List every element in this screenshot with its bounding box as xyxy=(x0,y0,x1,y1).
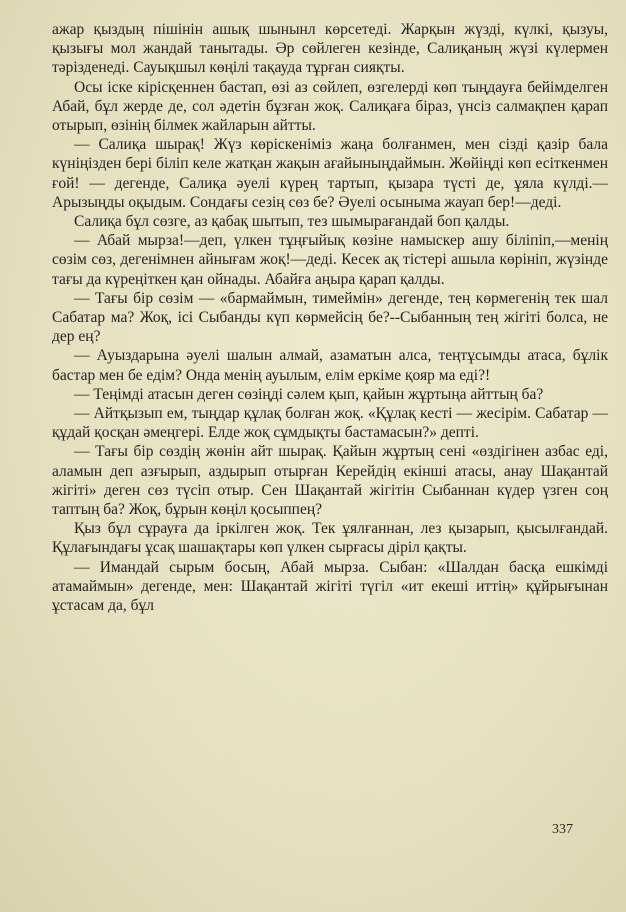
paragraph: — Айтқызып ем, тыңдар құлақ болған жоқ. «Құлақ кесті — жесірім. Сабатар — құдай қосқан әмеңгері. Елде жоқ сұмдықты бастамасын?» депті. xyxy=(52,405,608,442)
paragraph: — Тағы бір сөзім — «бармаймын, тимеймін» дегенде, тең көрмегенің тек шал Сабатар ма? Жоқ, ісі Сыбанды күп көрмейсің бе?--Сыбанның тең жігіті болса, не дер ең? xyxy=(52,289,608,346)
paragraph: ажар қыздың пішінін ашық шынынл көрсетеді. Жарқын жүзді, күлкі, қызуы, қызығы мол жандай танытады. Әр сөйлеген кезінде, Салиқаның жүзі күлермен тәрізденеді. Сауықшыл көңілі тақауда тұрған сияқты. xyxy=(52,21,608,77)
paragraph: — Абай мырза!—деп, үлкен тұңғыйық көзіне намыскер ашу біліпіп,—менің сөзім сөз, дегенімнен айнығам жоқ!—деді. Кесек ақ тістері ашыла көрініп, жүзінде тағы да күреңіткен қан ойнады. Абайға аңыра қарап қалды. xyxy=(52,232,608,288)
paragraph: — Тағы бір сөздің жөнін айт шырақ. Қайын жұртың сені «өздігінен азбас еді, аламын деп азғырып, аздырып отырған Керейдің екінші атасы, анау Шақантай жігіті» деген сөз түсіп отыр. Сен Шақантай жігітін Сыбаннан күдер үзген соң таптың ба? Жоқ, бұрын көңіл қосыппең? xyxy=(52,443,608,519)
page-body-text xyxy=(52,20,608,615)
paragraph: — Теңімді атасын деген сөзіңді сәлем қып, қайын жұртыңа айттың ба? xyxy=(74,385,544,403)
paragraph: — Салиқа шырақ! Жүз көріскеніміз жаңа болғанмен, мен сізді қазір бала күніңізден бері біліп келе жатқан жақын ағайыныңдаймын. Жөйіңді көп есіткенмен ғой! — дегенде, Салиқа әуелі күрең тартып, қызара түсті де, ұяла күлді.—Арызыңды оқыдым. Сондағы сезің сөз бе? Әуелі осыныма жауап бер!—деді. xyxy=(52,136,608,211)
page-number: 337 xyxy=(552,822,573,837)
paragraph: — Имандай сырым босың, Абай мырза. Сыбан: «Шалдан басқа ешкімді атамаймын» дегенде, мен: Шақантай жігіті түгіл «ит екеші иттің» құйрығынан ұстасам да, бұл xyxy=(52,558,608,615)
paragraph: Салиқа бұл сөзге, аз қабақ шытып, тез шымырағандай боп қалды. xyxy=(74,213,510,231)
paragraph: — Ауыздарына әуелі шалын алмай, азаматын алса, теңтұсымды атаса, бұлік бастар мен бе едім? Онда менің ауылым, елім еркіме қояр ма еді?! xyxy=(52,347,608,384)
paragraph: Осы іске кірiсқеннен бастап, өзі аз сөйлеп, өзгелерді көп тыңдауға бейімделген Абай, бұл жерде де, сол әдетін бұзған жоқ. Салиқаға біраз, үнсіз салмақпен қарап отырып, өзінің білмек жайларын айтты. xyxy=(52,78,608,135)
paragraph: Қыз бұл сұрауға да іркілген жоқ. Тек ұялғаннан, лез қызарып, қысылғандай. Құлағындағы ұсақ шашақтары көп үлкен сырғасы діріл қақты. xyxy=(52,520,608,557)
